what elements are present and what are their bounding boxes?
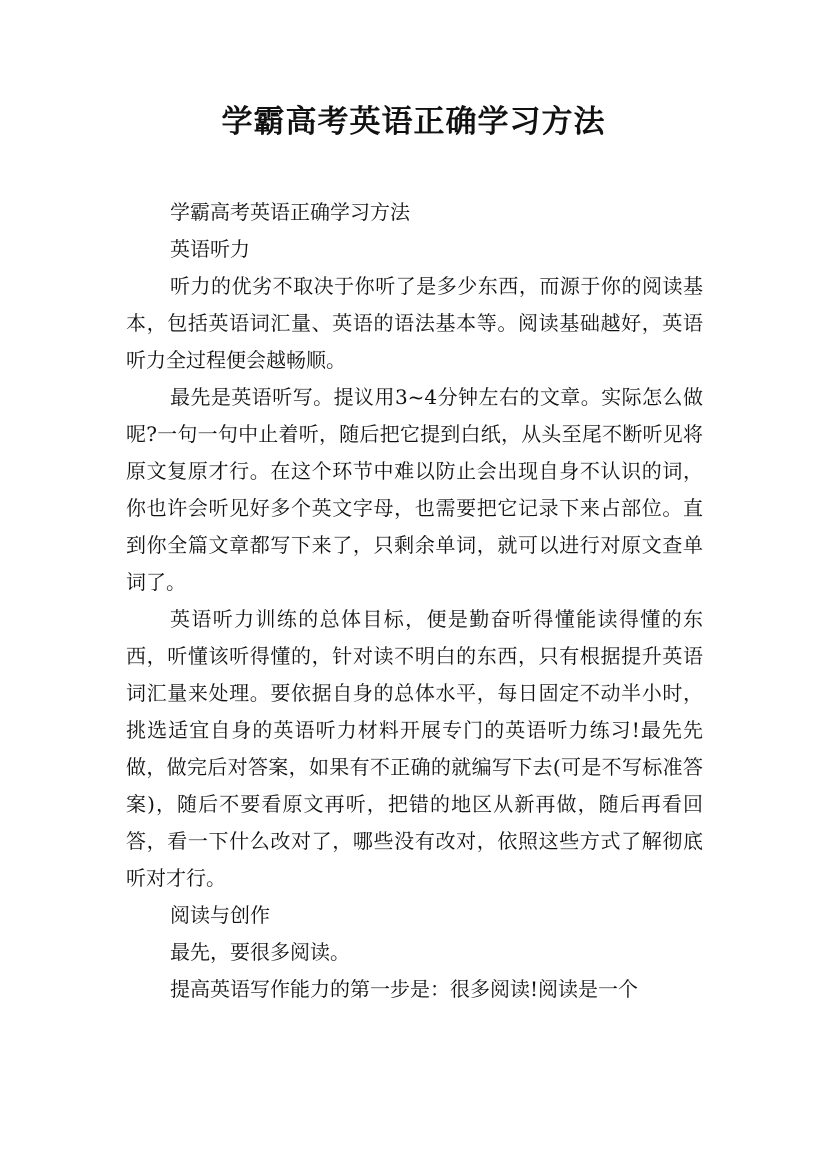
document-title: 学霸高考英语正确学习方法 xyxy=(221,104,606,140)
paragraph: 最先，要很多阅读。 xyxy=(170,940,350,964)
document-body xyxy=(126,194,703,1008)
paragraph: 最先是英语听写。提议用3~4分钟左右的文章。实际怎么做呢?一句一句中止着听，随后把它提到白纸，从头至尾不断听见将原文复原才行。在这个环节中难以防止会出现自身不认识的词，你也许会听见好多个英文字母，也需要把它记录下来占部位。直到你全篇文章都写下来了，只剩余单词，就可以进行对原文查单词了。 xyxy=(126,385,703,594)
paragraph: 听力的优劣不取决于你听了是多少东西，而源于你的阅读基本，包括英语词汇量、英语的语法基本等。阅读基础越好，英语听力全过程便会越畅顺。 xyxy=(126,274,703,372)
paragraph: 英语听力训练的总体目标，便是勤奋听得懂能读得懂的东西，听懂该听得懂的，针对读不明白的东西，只有根据提升英语词汇量来处理。要依据自身的总体水平，每日固定不动半小时，挑选适宜自身的英语听力材料开展专门的英语听力练习!最先先做，做完后对答案，如果有不正确的就编写下去(可是不写标准答案)，随后不要看原文再听，把错的地区从新再做，随后再看回答，看一下什么改对了，哪些没有改对，依照这些方式了解彻底听对才行。 xyxy=(126,607,703,890)
paragraph-subtitle: 学霸高考英语正确学习方法 xyxy=(170,200,410,224)
paragraph: 提高英语写作能力的第一步是：很多阅读!阅读是一个 xyxy=(170,977,639,1001)
section-heading-reading-writing: 阅读与创作 xyxy=(170,903,270,927)
section-heading-listening: 英语听力 xyxy=(170,237,250,261)
